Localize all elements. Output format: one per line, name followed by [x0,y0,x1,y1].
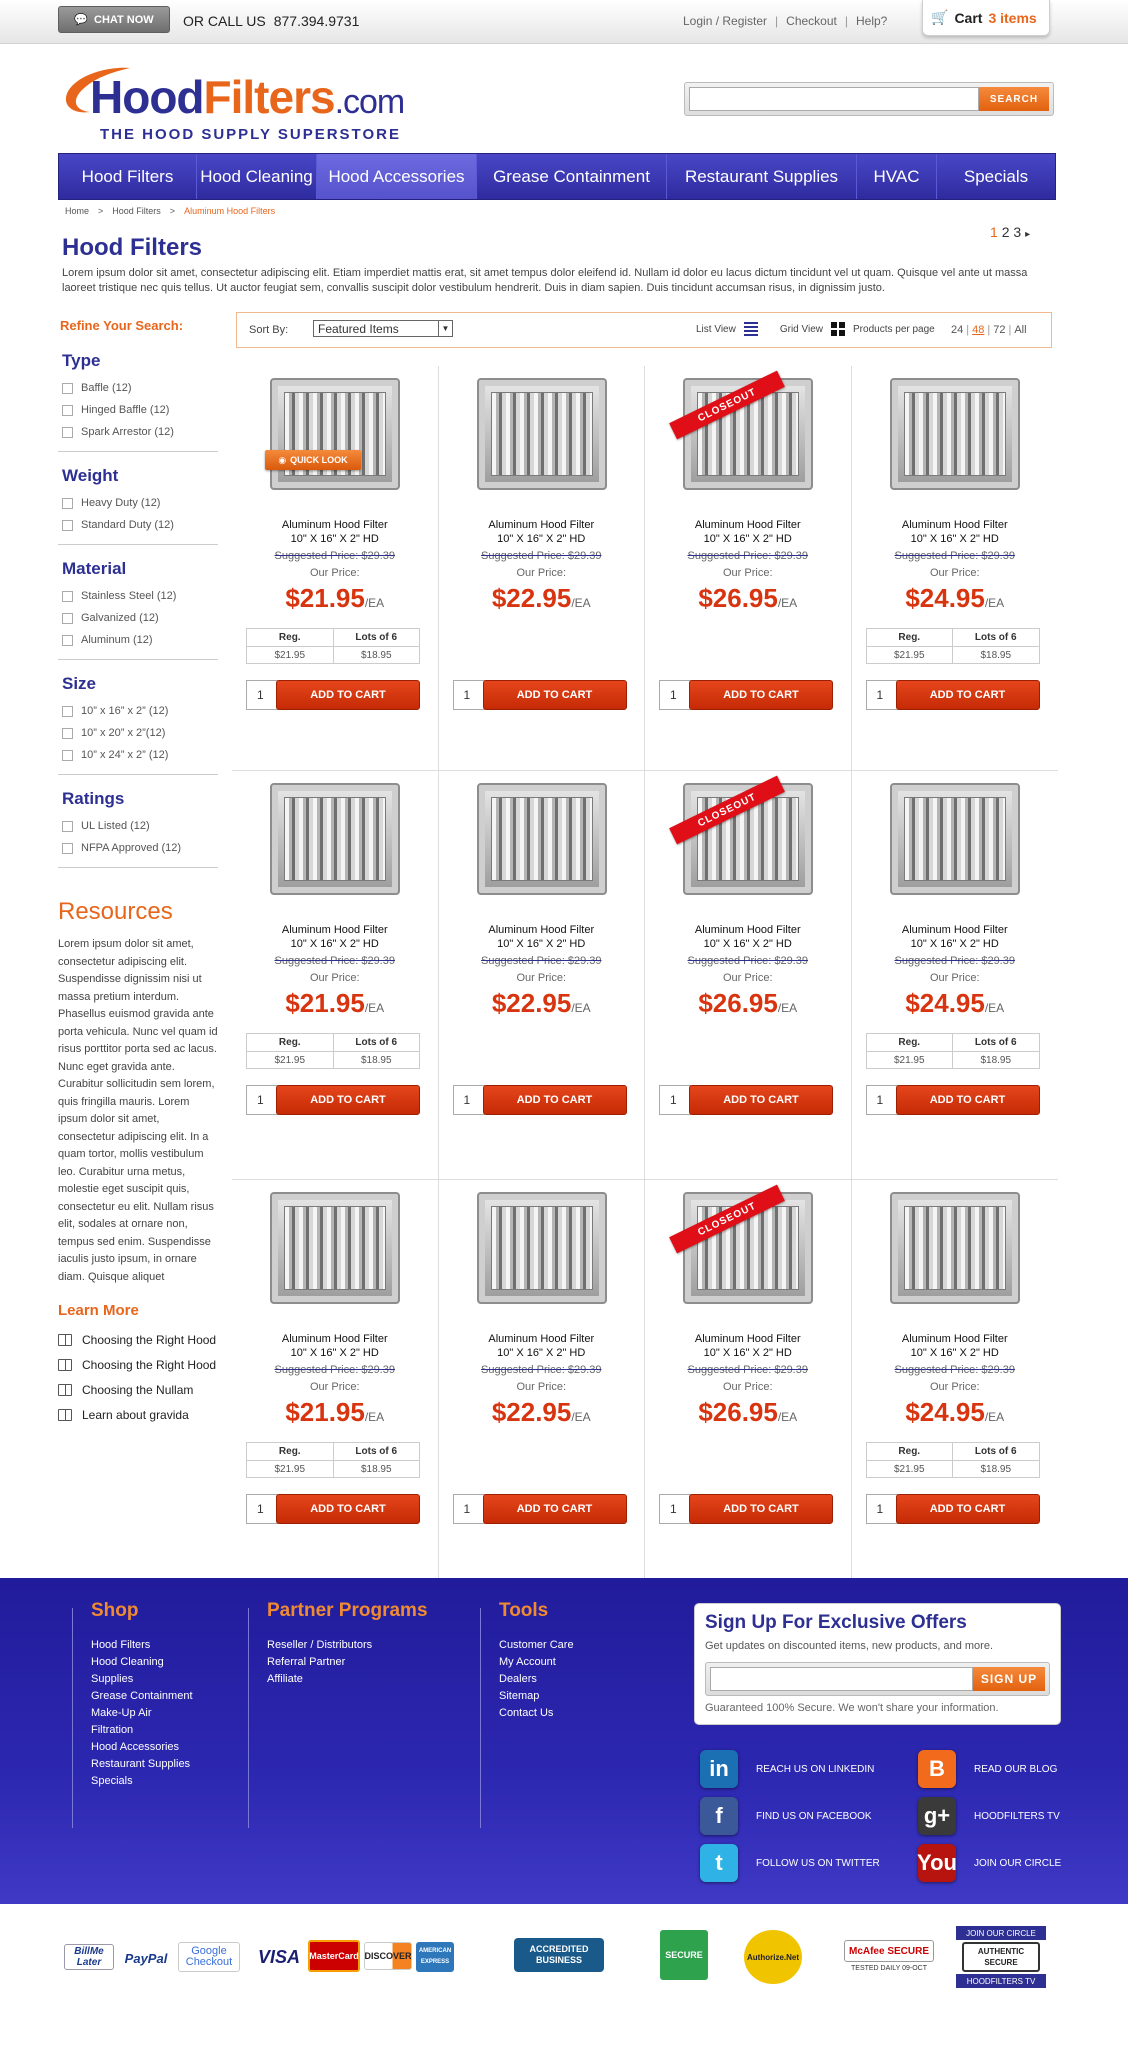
product-name[interactable]: Aluminum Hood Filter 10" X 16" X 2" HD [694,1333,801,1359]
footer-heading: Partner Programs [267,1600,428,1621]
learn-more-link[interactable]: Choosing the Right Hood [58,1352,218,1377]
suggested-price: Suggested Price: $29.39 [687,1364,808,1376]
suggested-price: Suggested Price: $29.39 [481,1364,602,1376]
filter-image [890,378,1020,490]
social-twitter-link[interactable] [700,1844,880,1882]
product-card [645,1180,852,1585]
trust-badges [0,1904,1128,2070]
suggested-price: Suggested Price: $29.39 [894,1364,1015,1376]
ppp-48[interactable]: 48 [972,324,985,336]
product-row [232,771,1058,1180]
chat-now-button[interactable] [58,6,170,33]
checkbox[interactable] [62,843,73,854]
product-card [645,366,852,770]
facet-option[interactable]: NFPA Approved (12) [58,837,218,859]
mcafee-secure-logo: McAfee SECURE [844,1940,934,1962]
main-nav [58,153,1056,200]
quantity-input[interactable]: 1 [866,1494,898,1524]
google-checkout-logo: Google Checkout [178,1942,240,1972]
nav-hood-filters[interactable]: Hood Filters [59,154,197,199]
quantity-input[interactable]: 1 [246,1085,278,1115]
product-price: $26.95/EA [698,1397,798,1427]
footer-shop [72,1600,193,1828]
linkedin-icon: in [700,1750,738,1788]
facet-title: Type [62,351,101,370]
ppp-72[interactable]: 72 [993,324,1006,336]
chat-bubble-icon: 💬 [74,14,88,26]
search-bar [684,82,1054,116]
book-icon [58,1359,72,1371]
chat-now-label: CHAT NOW [94,13,154,26]
social-linkedin-link[interactable] [700,1750,874,1788]
checkbox[interactable] [62,728,73,739]
nav-specials[interactable]: Specials [963,166,1029,186]
price-tiers: Reg. Lots of 6 $21.95 $18.95 [246,1442,420,1478]
quantity-input[interactable]: 1 [866,680,898,710]
footer-tools-link[interactable]: Sitemap [499,1690,540,1702]
add-to-cart-button[interactable]: ADD TO CART [276,1494,420,1524]
phone-number[interactable]: 877.394.9731 [273,13,360,29]
product-price: $21.95/EA [285,1397,385,1427]
footer-shop-link[interactable]: Make-Up Air [91,1707,152,1719]
list-view-icon[interactable] [744,322,758,336]
checkbox[interactable] [62,383,73,394]
search-input[interactable] [689,87,979,111]
suggested-price: Suggested Price: $29.39 [894,550,1015,562]
quantity-input[interactable]: 1 [246,1494,278,1524]
product-card [645,771,852,1179]
ppp-24[interactable]: 24 [951,324,964,336]
cart-icon: 🛒 [931,9,949,25]
product-card [852,366,1059,770]
add-to-cart-button[interactable]: ADD TO CART [896,1494,1040,1524]
grid-view-icon[interactable] [831,322,845,336]
footer-partner-link[interactable]: Referral Partner [267,1656,346,1668]
products-per-page-label: Products per page [853,323,935,335]
closeout-ribbon: CLOSEOUT [669,371,785,440]
checkbox[interactable] [62,498,73,509]
paypal-logo: PayPal [124,1950,168,1966]
list-view-label[interactable]: List View [696,323,736,335]
circle-badge-bottom: HOODFILTERS TV [956,1974,1046,1988]
social-label: HOODFILTERS TV [974,1810,1060,1822]
suggested-price: Suggested Price: $29.39 [687,955,808,967]
suggested-price: Suggested Price: $29.39 [894,955,1015,967]
footer-shop-link[interactable]: Hood Cleaning [91,1656,164,1668]
facet-option[interactable]: 10” x 16” x 2” (12) [58,700,218,722]
grid-view-label[interactable]: Grid View [779,323,824,335]
filter-image [890,783,1020,895]
suggested-price: Suggested Price: $29.39 [481,955,602,967]
product-name[interactable]: Aluminum Hood Filter 10" X 16" X 2" HD [901,519,1008,545]
social-blog-link[interactable] [918,1750,1057,1788]
facet-ratings [58,789,218,868]
our-price-label: Our Price: [309,567,360,579]
page-3-link[interactable]: 3 [1013,224,1022,240]
product-price: $21.95/EA [285,583,385,613]
product-row [232,366,1058,771]
footer-partner-link[interactable]: Reseller / Distributors [267,1639,373,1651]
product-card [439,771,646,1179]
footer-shop-link[interactable]: Grease Containment [91,1690,193,1702]
breadcrumb-current: Aluminum Hood Filters [184,206,276,216]
suggested-price: Suggested Price: $29.39 [274,550,395,562]
quantity-input[interactable]: 1 [659,1085,691,1115]
our-price-label: Our Price: [309,972,360,984]
add-to-cart-button[interactable]: ADD TO CART [689,680,833,710]
facet-option[interactable]: 10” x 24” x 2” (12) [58,744,218,766]
footer-tools [480,1600,574,1828]
youtube-icon: You [918,1844,956,1882]
ppp-all[interactable]: All [1014,324,1027,336]
product-image[interactable] [890,378,1020,490]
amex-logo: AMERICAN EXPRESS [416,1942,454,1972]
account-links: Login / Register | Checkout | Help? [683,14,888,28]
signup-note: Guaranteed 100% Secure. We won't share your information. [705,1702,999,1714]
sidebar [58,318,218,1427]
price-tiers: Reg. Lots of 6 $21.95 $18.95 [866,628,1040,664]
checkbox[interactable] [62,821,73,832]
price-tiers: Reg. Lots of 6 $21.95 $18.95 [866,1442,1040,1478]
authentic-secure-badge: AUTHENTIC SECURE [962,1942,1040,1972]
product-image[interactable] [683,378,813,490]
sort-select[interactable]: Featured Items ▼ [313,320,453,337]
nav-hvac[interactable]: HVAC [857,154,937,199]
product-image[interactable] [270,783,400,895]
breadcrumb: Home > Hood Filters > Aluminum Hood Filters [65,206,276,216]
footer-partner-link[interactable]: Affiliate [267,1673,303,1685]
facet-option[interactable]: Baffle (12) [58,377,218,399]
add-to-cart-button[interactable]: ADD TO CART [896,1085,1040,1115]
product-price: $22.95/EA [491,988,591,1018]
learn-more-link[interactable]: Choosing the Nullam [58,1377,218,1402]
product-price: $26.95/EA [698,583,798,613]
refine-search-heading: Refine Your Search: [60,318,184,333]
product-row [232,1180,1058,1585]
filter-image [270,1192,400,1304]
price-tiers: Reg. Lots of 6 $21.95 $18.95 [246,1033,420,1069]
product-name[interactable]: Aluminum Hood Filter 10" X 16" X 2" HD [901,1333,1008,1359]
product-card [232,1180,439,1585]
product-name[interactable]: Aluminum Hood Filter 10" X 16" X 2" HD [281,519,388,545]
book-icon [58,1334,72,1346]
add-to-cart-button[interactable]: ADD TO CART [689,1085,833,1115]
product-image[interactable] [477,1192,607,1304]
checkout-link[interactable]: Checkout [786,14,837,28]
newsletter-signup [694,1603,1061,1725]
our-price-label: Our Price: [929,972,980,984]
facet-title: Material [62,559,127,578]
site-logo[interactable] [60,56,480,146]
facet-size [58,674,218,775]
authorize-net-seal: Authorize.Net [744,1930,802,1984]
secure-seal-logo: SECURE [660,1930,708,1980]
footer-tools-link[interactable]: Customer Care [499,1639,574,1651]
closeout-ribbon: CLOSEOUT [669,1185,785,1254]
login-register-link[interactable]: Login / Register [683,14,768,28]
add-to-cart-button[interactable]: ADD TO CART [483,1085,627,1115]
social-label: REACH US ON LINKEDIN [756,1763,875,1775]
product-price: $24.95/EA [905,988,1005,1018]
social-label: FIND US ON FACEBOOK [756,1810,872,1822]
breadcrumb-home[interactable]: Home [65,206,90,216]
social-google-plus-link[interactable] [918,1797,1060,1835]
chevron-down-icon: ▼ [438,321,452,336]
our-price-label: Our Price: [929,1381,980,1393]
product-card [232,771,439,1179]
facebook-icon: f [700,1797,738,1835]
sort-toolbar [236,312,1052,348]
page-title: Hood Filters [62,234,203,261]
product-card [852,771,1059,1179]
quantity-input[interactable]: 1 [453,1085,485,1115]
product-price: $21.95/EA [285,988,385,1018]
footer-shop-link[interactable]: Hood Accessories [91,1741,180,1753]
quantity-input[interactable]: 1 [453,1494,485,1524]
facet-option[interactable]: Heavy Duty (12) [58,492,218,514]
footer-shop-link[interactable]: Supplies [91,1673,134,1685]
product-name[interactable]: Aluminum Hood Filter 10" X 16" X 2" HD [488,519,595,545]
breadcrumb-hood-filters[interactable]: Hood Filters [112,206,161,216]
suggested-price: Suggested Price: $29.39 [687,550,808,562]
top-pagination [990,224,1030,240]
footer-heading: Tools [499,1600,549,1621]
filter-image [477,783,607,895]
product-image[interactable] [890,1192,1020,1304]
product-image[interactable] [477,378,607,490]
product-card [439,366,646,770]
resources-text: Lorem ipsum dolor sit amet, consectetur adipiscing elit. Suspendisse dignissim nisi ut massa pretium interdum. Phasellus euismod gravida ante porta vehicula. Nunc vel quam id risus porttitor porta sed ac lacus. Nunc eget gravida ante. Curabitur sollicitudin sem lorem, quis fringilla mauris. Lorem ipsum dolor sit amet, consectetur adipiscing elit. In a quam tortor, mollis vestibulum leo. Curabitur urna metus, molestie eget suscipit quis, consectetur eu elit. Nullam risus elit, sodales at ornare non, tempus sed enim. Suspendisse iaculis justo ipsum, in ornare diam. Quisque aliquet [58,938,218,1283]
cart-count: 3 items [988,9,1037,26]
footer-shop-link[interactable]: Filtration [91,1724,134,1736]
facet-title: Ratings [62,789,125,808]
footer-tools-link[interactable]: Dealers [499,1673,537,1685]
product-card [439,1180,646,1585]
footer-tools-link[interactable]: My Account [499,1656,556,1668]
sign-up-button[interactable]: SIGN UP [973,1667,1045,1691]
filter-image [270,783,400,895]
product-card [232,366,439,770]
discover-logo: DISCOVER [364,1942,412,1970]
product-image[interactable] [890,783,1020,895]
checkbox[interactable] [62,427,73,438]
nav-hood-cleaning[interactable]: Hood Cleaning [197,154,317,199]
price-tiers: Reg. Lots of 6 $21.95 $18.95 [246,628,420,664]
nav-restaurant-supplies[interactable]: Restaurant Supplies [667,154,857,199]
facet-weight [58,466,218,545]
product-price: $22.95/EA [491,583,591,613]
product-image[interactable] [683,1192,813,1304]
product-price: $24.95/EA [905,583,1005,613]
product-price: $22.95/EA [491,1397,591,1427]
checkbox[interactable] [62,750,73,761]
quantity-input[interactable]: 1 [453,680,485,710]
signup-subtext: Get updates on discounted items, new products, and more. [705,1640,993,1652]
facet-option[interactable]: Aluminum (12) [58,629,218,651]
facet-option[interactable]: Standard Duty (12) [58,514,218,536]
next-page-icon[interactable]: ▸ [1025,229,1031,240]
quantity-input[interactable]: 1 [246,680,278,710]
footer-heading: Shop [91,1600,139,1621]
facet-option[interactable]: Galvanized (12) [58,607,218,629]
product-name[interactable]: Aluminum Hood Filter 10" X 16" X 2" HD [281,1333,388,1359]
top-bar [0,0,1128,44]
checkbox[interactable] [62,591,73,602]
circle-badge-top: JOIN OUR CIRCLE [956,1926,1046,1940]
filter-image [477,378,607,490]
signup-heading: Sign Up For Exclusive Offers [705,1612,967,1633]
footer-shop-link[interactable]: Restaurant Supplies [91,1758,191,1770]
facet-type [58,351,218,452]
sort-by-label: Sort By: [249,324,289,336]
checkbox[interactable] [62,635,73,646]
cart-label: Cart [954,9,983,26]
learn-more-link[interactable]: Learn about gravida [58,1402,218,1427]
facet-option[interactable]: Hinged Baffle (12) [58,399,218,421]
quantity-input[interactable]: 1 [866,1085,898,1115]
site-footer [0,1578,1128,1904]
signup-form [705,1662,1050,1696]
our-price-label: Our Price: [516,1381,566,1393]
our-price-label: Our Price: [929,567,980,579]
social-facebook-link[interactable] [700,1797,872,1835]
category-intro: Lorem ipsum dolor sit amet, consectetur adipiscing elit. Etiam imperdiet mattis erat, sit amet tempus dolor eleifend id. Nullam id dolor eu lacus dictum tincidunt vel ut quam. Quisque vel ante ut massa laoreet tristique nec quis tellus. Ut auctor feugiat sem, convallis suscipit dolor vestibulum hendrerit. Duis in diam sapien. Duis tincidunt accumsan risus, in dignissim justo. [62,267,1028,294]
add-to-cart-button[interactable]: ADD TO CART [276,1085,420,1115]
product-name[interactable]: Aluminum Hood Filter 10" X 16" X 2" HD [281,924,388,950]
book-icon [58,1409,72,1421]
logo-tagline: THE HOOD SUPPLY SUPERSTORE [100,126,401,143]
view-switcher [696,322,935,336]
cart-button[interactable] [922,0,1050,36]
our-price-label: Our Price: [722,567,773,579]
learn-more-heading: Learn More [58,1302,139,1319]
add-to-cart-button[interactable]: ADD TO CART [276,680,420,710]
product-name[interactable]: Aluminum Hood Filter 10" X 16" X 2" HD [488,1333,595,1359]
product-name[interactable]: Aluminum Hood Filter 10" X 16" X 2" HD [694,519,801,545]
product-image[interactable] [477,783,607,895]
facet-option[interactable]: 10” x 20” x 2”(12) [58,722,218,744]
product-name[interactable]: Aluminum Hood Filter 10" X 16" X 2" HD [694,924,801,950]
suggested-price: Suggested Price: $29.39 [274,1364,395,1376]
book-icon [58,1384,72,1396]
product-image[interactable] [270,1192,400,1304]
add-to-cart-button[interactable]: ADD TO CART [483,680,627,710]
quantity-input[interactable]: 1 [659,1494,691,1524]
product-card [852,1180,1059,1585]
google-plus-icon: g+ [918,1797,956,1835]
billme-later-logo: BillMe Later [64,1944,114,1970]
site-header [0,44,1128,151]
email-field[interactable] [710,1667,973,1691]
learn-more-link[interactable]: Choosing the Right Hood [58,1327,218,1352]
closeout-ribbon: CLOSEOUT [669,776,785,845]
checkbox[interactable] [62,613,73,624]
social-label: READ OUR BLOG [974,1763,1058,1775]
product-image[interactable] [270,378,400,490]
checkbox[interactable] [62,405,73,416]
add-to-cart-button[interactable]: ADD TO CART [689,1494,833,1524]
product-price: $26.95/EA [698,988,798,1018]
footer-tools-link[interactable]: Contact Us [499,1707,554,1719]
mastercard-logo: MasterCard [308,1940,360,1972]
price-tiers: Reg. Lots of 6 $21.95 $18.95 [866,1033,1040,1069]
product-name[interactable]: Aluminum Hood Filter 10" X 16" X 2" HD [488,924,595,950]
facet-title: Size [62,674,97,693]
quick-look-button[interactable]: ◉ QUICK LOOK [265,450,361,470]
resources-heading: Resources [58,898,173,925]
bbb-accredited-logo: ACCREDITED BUSINESS [514,1938,604,1972]
page-2-link[interactable]: 2 [1001,224,1010,240]
facet-option[interactable]: Spark Arrestor (12) [58,421,218,443]
filter-image [477,1192,607,1304]
facet-material [58,559,218,660]
page-1-link[interactable]: 1 [990,224,998,240]
filter-image [270,378,400,490]
products-per-page: 24 | 48 | 72 | All [951,324,1027,336]
our-price-label: Our Price: [309,1381,360,1393]
product-image[interactable] [683,783,813,895]
our-price-label: Our Price: [516,972,566,984]
our-price-label: Our Price: [722,972,773,984]
facet-title: Weight [62,466,119,485]
facet-option[interactable]: UL Listed (12) [58,815,218,837]
call-us [183,13,359,29]
search-button[interactable]: SEARCH [979,87,1049,111]
call-us-label: OR CALL US [183,13,266,29]
suggested-price: Suggested Price: $29.39 [481,550,602,562]
add-to-cart-button[interactable]: ADD TO CART [896,680,1040,710]
nav-hood-accessories[interactable]: Hood Accessories [317,154,477,199]
suggested-price: Suggested Price: $29.39 [274,955,395,967]
checkbox[interactable] [62,520,73,531]
quantity-input[interactable]: 1 [659,680,691,710]
footer-shop-link[interactable]: Specials [91,1775,133,1787]
blog-icon: B [918,1750,956,1788]
eye-icon: ◉ [278,454,287,465]
footer-partner [248,1600,428,1828]
social-label: FOLLOW US ON TWITTER [756,1857,880,1869]
checkbox[interactable] [62,706,73,717]
nav-grease-containment[interactable]: Grease Containment [477,154,667,199]
add-to-cart-button[interactable]: ADD TO CART [483,1494,627,1524]
mcafee-tested-daily: TESTED DAILY 09-OCT [851,1964,927,1972]
our-price-label: Our Price: [722,1381,773,1393]
social-youtube-link[interactable] [918,1844,1061,1882]
product-grid [232,366,1058,1585]
filter-image [890,1192,1020,1304]
product-name[interactable]: Aluminum Hood Filter 10" X 16" X 2" HD [901,924,1008,950]
visa-logo: VISA [257,1946,300,1967]
our-price-label: Our Price: [516,567,566,579]
twitter-icon: t [700,1844,738,1882]
logo-wordmark: HoodFilters.com [90,71,405,123]
help-link[interactable]: Help? [856,14,888,28]
facet-option[interactable]: Stainless Steel (12) [58,585,218,607]
product-price: $24.95/EA [905,1397,1005,1427]
footer-shop-link[interactable]: Hood Filters [91,1639,151,1651]
social-label: JOIN OUR CIRCLE [974,1857,1062,1869]
